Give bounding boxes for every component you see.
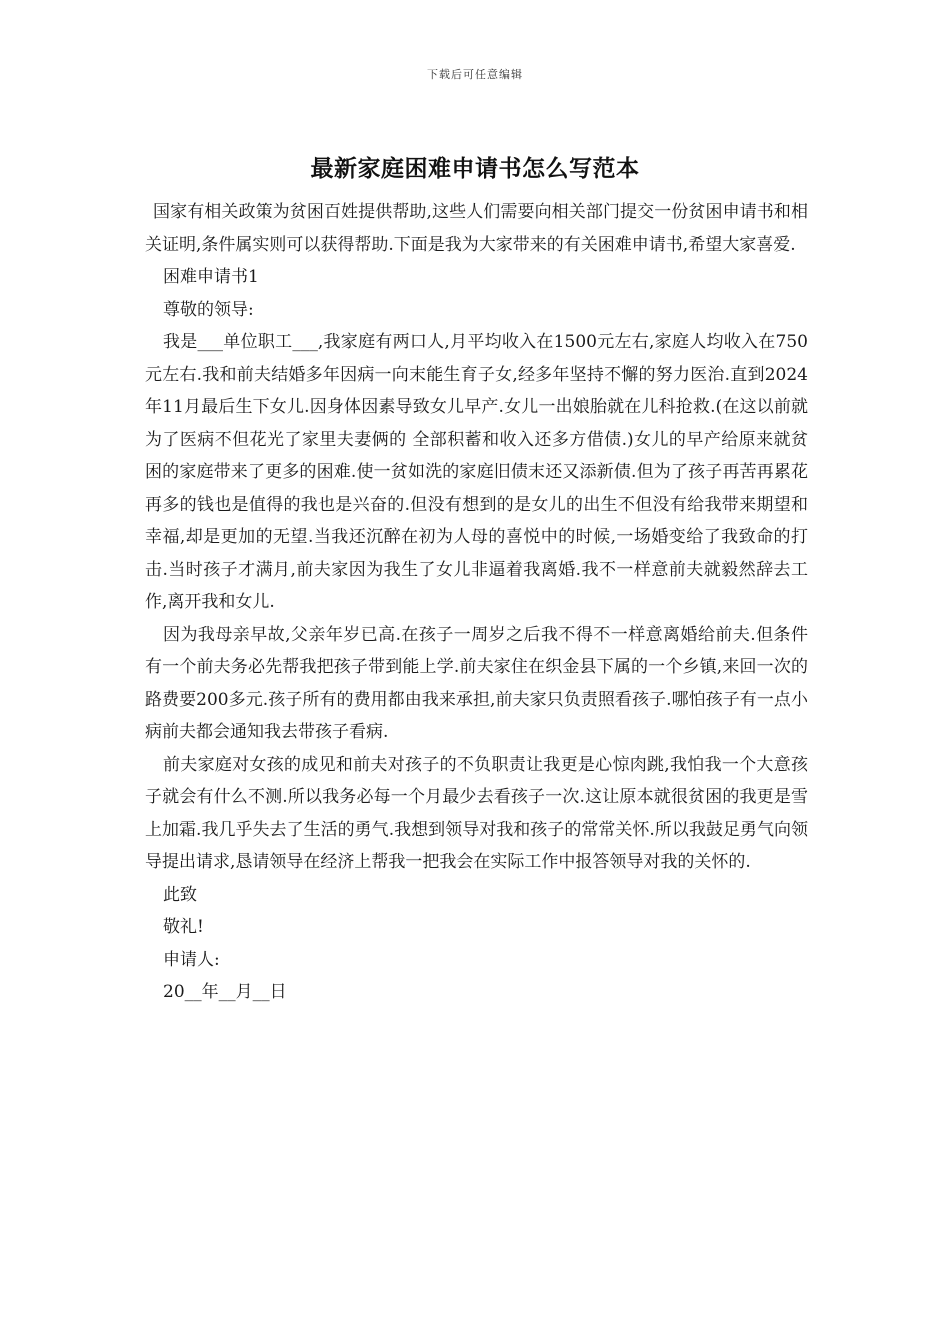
document-body bbox=[145, 196, 808, 1009]
section-heading: 困难申请书1 bbox=[163, 267, 259, 287]
intro-paragraph: 国家有相关政策为贫困百姓提供帮助,这些人们需要向相关部门提交一份贫困申请书和相关证明,条件属实则可以获得帮助.下面是我为大家带来的有关困难申请书,希望大家喜爱. bbox=[145, 202, 808, 255]
date-line: 20__年__月__日 bbox=[163, 982, 287, 1002]
salutation: 尊敬的领导: bbox=[163, 299, 254, 320]
body-paragraph-1: 我是___单位职工___,我家庭有两口人,月平均收入在1500元左右,家庭人均收入在750元左右.我和前夫结婚多年因病一向末能生育子女,经多年坚持不懈的努力医治.直到2024年11月最后生下女儿.因身体因素导致女儿早产.女儿一出娘胎就在儿科抢救.(在这以前就为了医病不但花光了家里夫妻俩的 全部积蓄和收入还多方借债.)女儿的早产给原来就贫困的家庭带来了更多的困难.使一贫如洗的家庭旧债末还又添新债.但为了孩子再苦再累花再多的钱也是值得的我也是兴奋的.但没有想到的是女儿的出生不但没有给我带来期望和幸福,却是更加的无望.当我还沉醉在初为人母的喜悦中的时候,一场婚变给了我致命的打击.当时孩子才满月,前夫家因为我生了女儿非逼着我离婚.我不一样意前夫就毅然辞去工作,离开我和女儿. bbox=[145, 332, 808, 612]
body-paragraph-3: 前夫家庭对女孩的成见和前夫对孩子的不负职责让我更是心惊肉跳,我怕我一个大意孩子就会有什么不测.所以我务必每一个月最少去看孩子一次.这让原本就很贫困的我更是雪上加霜.我几乎失去了生活的勇气.我想到领导对我和孩子的常常关怀.所以我鼓足勇气向领导提出请求,恳请领导在经济上帮我一把我会在实际工作中报答领导对我的关怀的. bbox=[145, 754, 808, 872]
body-paragraph-2: 因为我母亲早故,父亲年岁已高.在孩子一周岁之后我不得不一样意离婚给前夫.但条件有一个前夫务必先帮我把孩子带到能上学.前夫家住在织金县下属的一个乡镇,来回一次的路费要200多元.孩子所有的费用都由我来承担,前夫家只负责照看孩子.哪怕孩子有一点小病前夫都会通知我去带孩子看病. bbox=[145, 624, 808, 742]
header-note: 下载后可任意编辑 bbox=[427, 68, 523, 81]
closing-line: 此致 bbox=[163, 884, 197, 905]
applicant-label: 申请人: bbox=[163, 949, 220, 970]
document-title: 最新家庭困难申请书怎么写范本 bbox=[310, 155, 640, 182]
closing-salute: 敬礼! bbox=[163, 917, 204, 937]
